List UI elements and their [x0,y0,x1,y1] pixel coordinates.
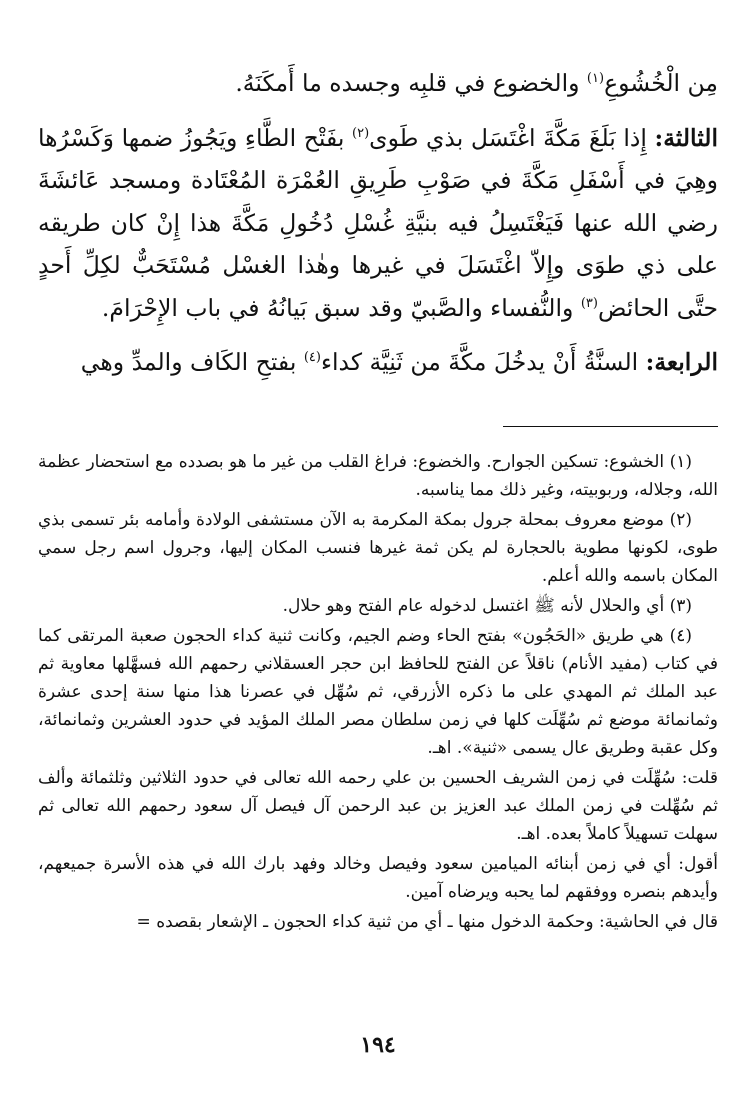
paragraph-text: إِذا بَلَغَ مَكَّةَ اغْتَسَل بذي طَوى [369,123,655,152]
paragraph-text: بفتحِ الكَاف والمدِّ وهي [80,348,304,376]
page-number: ١٩٤ [360,1032,396,1058]
footnote-comment-aqul: أقول: أي في زمن أبنائه الميامين سعود وفيصل وخالد وفهد بارك الله في هذه الأسرة جميعهم، وأيدهم بنصره ووفقهم لما يحبه ويرضاه آمين. [38,854,718,902]
footnote-comment-qult: قلت: سُهِّلَت في زمن الشريف الحسين بن علي رحمه الله تعالى في حدود الثلاثين وثلثمائة وألف ثم سُهِّلت في زمن الملك عبد العزيز بن عبد الرحمن آل فيصل آل سعود رحمهم الله تعالى ثم سهلت تسهيلاً كاملاً بعده. اهـ. [38,768,718,844]
paragraph-text: بفَتْح الطَّاءِ ويَجُوزُ ضمها وَكَسْرُها وهِيَ في أَسْفَلِ مَكَّةَ في صَوْبِ طَرِيقِ العُمْرَة المُعْتَادة ومسجد عَائشَةَ رضي الله عنها فَيَغْتَسِلُ فيه بنيَّةِ غُسْلِ دُخُولِ مَكَّةَ هذا إِنْ كان طريقه على ذي طوَى وإِلاّ اغْتَسَلَ في غيرها وهٰذا الغسْل مُسْتَحَبٌّ لكِلِّ أَحدٍ حتَّى الحائض [38,123,718,322]
paragraph-text: والنُّفساء والصَّبيّ وقد سبق بَيانُهُ في باب الإِحْرَامَ. [101,293,581,322]
footnote-4: (٤) هي طريق «الحَجُون» بفتح الحاء وضم الجيم، وكانت ثنية كداء الحجون صعبة المرتقى كما في كتاب (مفيد الأنام) ناقلاً عن الفتح للحافظ ابن حجر العسقلاني رحمهم الله فسهَّلها معاوية ثم عبد الملك ثم المهدي على ما ذكره الأزرقي، ثم سُهِّل في عصرنا هذا منها سنة إحدى عشرة وثمانمائة موضع ثم سُهِّلَت كلها في زمن سلطان مصر الملك المؤيد في حدود العشرين وثمانمائة، وكل عقبة وطريق عال يسمى «ثنية». اهـ. [38,626,718,758]
footnote-3: (٣) أي والحلال لأنه ﷺ اغتسل لدخوله عام الفتح وهو حلال. [282,596,692,616]
main-text [38,62,718,384]
main-paragraph-1 [38,62,718,105]
section-label-thalitha: الثالثة: [654,123,718,152]
footnote-2: (٢) موضع معروف بمحلة جرول بمكة المكرمة به الآن مستشفى الولادة وأمامه بئر تسمى بذي طوى، لكونها مطوية بالحجارة لم يكن ثمة غيرها فنسب المكان إليها، وجرول اسم رجل سمي المكان باسمه والله أعلم. [38,510,718,586]
footnote-ref-3: (٣) [580,295,598,311]
footnote-ref-2: (٢) [352,125,370,141]
paragraph-text: السنَّةُ أَنْ يدخُلَ مكَّةَ من ثَنِيَّة كداء [320,348,646,376]
paragraph-text: والخضوع في قلبِه وجسده ما أَمكَنَهُ. [235,69,587,97]
footnote-separator [503,426,718,427]
main-paragraph-thalitha [38,117,718,330]
footnote-ref-4: (٤) [303,350,321,366]
footnote-1: (١) الخشوع: تسكين الجوارح. والخضوع: فراغ القلب من غير ما هو بصدده مع استحضار عظمة الله، وجلاله، وربوبيته، وغير ذلك مما يناسبه. [38,452,718,500]
footnotes [38,448,718,938]
section-label-rabia: الرابعة: [645,348,718,376]
footnote-hashiya: قال في الحاشية: وحكمة الدخول منها ـ أي من ثنية كداء الحجون ـ الإشعار بقصده = [136,912,718,932]
book-page [38,62,718,1062]
footnote-ref-1: (١) [586,71,605,87]
main-paragraph-rabia [38,341,718,384]
paragraph-text: مِن الْخُشُوعِ [604,69,718,97]
